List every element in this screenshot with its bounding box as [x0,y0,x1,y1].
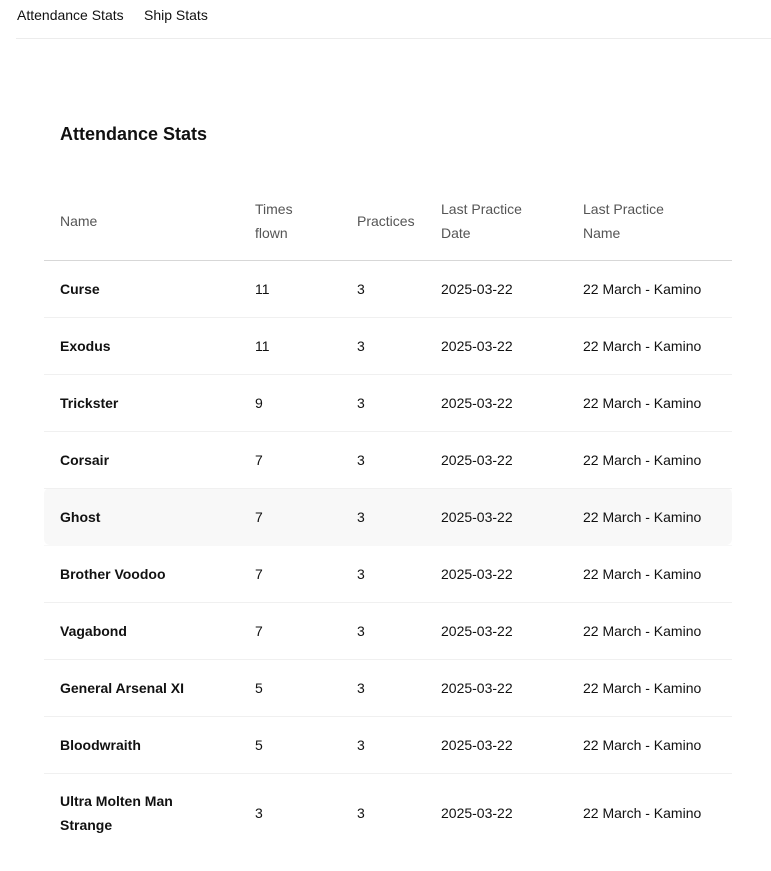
column-header-last-practice-name[interactable]: Last Practice Name [583,183,732,260]
page-title: Attendance Stats [60,124,208,144]
table-row[interactable] [44,374,732,431]
cell-last-practice-name: 22 March - Kamino [583,805,702,822]
table-header-row [44,183,732,260]
top-nav [16,0,771,39]
cell-last-practice-name: 22 March - Kamino [583,545,732,602]
cell-practices: 3 [357,805,365,822]
column-header-name[interactable]: Name [44,183,255,260]
table-row[interactable] [44,317,732,374]
cell-times-flown: 11 [255,317,357,374]
cell-last-practice-date: 2025-03-22 [441,805,513,822]
cell-times-flown: 3 [255,805,263,822]
cell-last-practice-date: 2025-03-22 [441,602,583,659]
cell-last-practice-date: 2025-03-22 [441,431,583,488]
cell-last-practice-name: 22 March - Kamino [583,716,732,773]
column-header-last-practice-date[interactable]: Last Practice Date [441,183,583,260]
table-row[interactable] [44,659,732,716]
cell-name: Ultra Molten Man Strange [60,793,173,834]
table-row[interactable] [44,260,732,317]
cell-last-practice-date: 2025-03-22 [441,659,583,716]
cell-name: Corsair [44,431,255,488]
cell-last-practice-name: 22 March - Kamino [583,260,732,317]
cell-times-flown: 9 [255,374,357,431]
cell-practices: 3 [357,716,441,773]
table-row[interactable] [44,602,732,659]
table-row-hovered[interactable] [44,488,732,545]
nav-link-ship-stats[interactable]: Ship Stats [144,7,208,23]
cell-last-practice-name: 22 March - Kamino [583,374,732,431]
cell-name: Vagabond [44,602,255,659]
nav-link-attendance-stats[interactable]: Attendance Stats [17,7,124,23]
table-row[interactable] [44,431,732,488]
cell-last-practice-name: 22 March - Kamino [583,602,732,659]
table-row[interactable] [44,716,732,773]
cell-practices: 3 [357,488,441,545]
cell-last-practice-name: 22 March - Kamino [583,317,732,374]
cell-times-flown: 5 [255,659,357,716]
cell-last-practice-date: 2025-03-22 [441,716,583,773]
cell-last-practice-date: 2025-03-22 [441,488,583,545]
cell-name: Brother Voodoo [44,545,255,602]
cell-name: Ghost [44,488,255,545]
cell-name: General Arsenal XI [44,659,255,716]
cell-last-practice-name: 22 March - Kamino [583,431,732,488]
attendance-table [44,183,732,853]
cell-last-practice-date: 2025-03-22 [441,260,583,317]
cell-name: Trickster [44,374,255,431]
cell-times-flown: 7 [255,431,357,488]
cell-last-practice-date: 2025-03-22 [441,317,583,374]
column-header-times-flown[interactable]: Times flown [255,183,357,260]
cell-last-practice-date: 2025-03-22 [441,374,583,431]
cell-practices: 3 [357,260,441,317]
cell-times-flown: 7 [255,602,357,659]
cell-practices: 3 [357,317,441,374]
cell-practices: 3 [357,431,441,488]
table-row[interactable] [44,545,732,602]
cell-last-practice-name: 22 March - Kamino [583,488,732,545]
cell-practices: 3 [357,602,441,659]
cell-name: Bloodwraith [44,716,255,773]
cell-times-flown: 7 [255,545,357,602]
cell-times-flown: 5 [255,716,357,773]
cell-practices: 3 [357,545,441,602]
cell-practices: 3 [357,659,441,716]
cell-times-flown: 7 [255,488,357,545]
cell-name: Curse [44,260,255,317]
cell-last-practice-date: 2025-03-22 [441,545,583,602]
cell-times-flown: 11 [255,260,357,317]
cell-name: Exodus [44,317,255,374]
cell-practices: 3 [357,374,441,431]
table-row[interactable] [44,773,732,853]
cell-last-practice-name: 22 March - Kamino [583,659,732,716]
column-header-practices[interactable]: Practices [357,183,441,260]
